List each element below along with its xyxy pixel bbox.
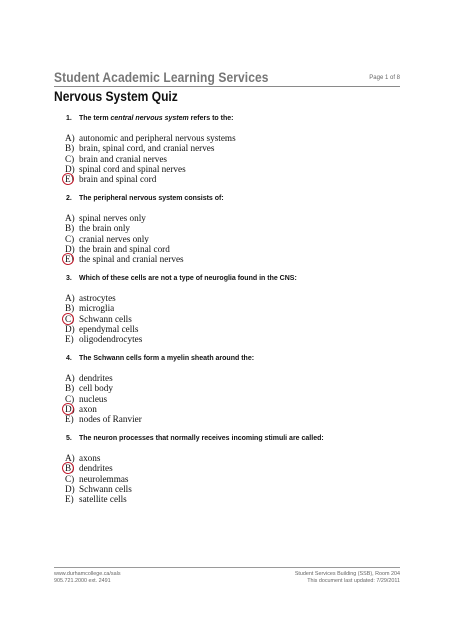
option-letter-text: A): [65, 133, 75, 143]
option-text: autonomic and peripheral nervous systems: [79, 133, 236, 143]
option-letter: [65, 133, 79, 143]
option-text: nodes of Ranvier: [79, 414, 142, 425]
option-text: the spinal and cranial nerves: [79, 254, 184, 265]
option-letter: [65, 314, 79, 324]
answer-option[interactable]: [65, 404, 406, 414]
question-number: 3.: [66, 275, 72, 282]
answer-option[interactable]: [65, 154, 406, 164]
option-letter: [65, 143, 79, 153]
question-5: [66, 434, 406, 504]
answer-options: [65, 213, 406, 264]
option-letter: [65, 494, 79, 504]
option-text: dendrites: [79, 463, 113, 474]
option-text: cell body: [79, 383, 113, 394]
option-letter: [65, 463, 79, 473]
organization-name: Student Academic Learning Services: [54, 69, 269, 85]
option-text: spinal nerves only: [79, 213, 146, 223]
option-text: the brain and spinal cord: [79, 243, 170, 254]
option-letter: [65, 213, 79, 223]
option-text: microglia: [79, 303, 115, 314]
option-letter-text: B): [65, 143, 75, 154]
question-text: The Schwann cells form a myelin sheath around the:: [79, 355, 255, 362]
answer-options: [65, 453, 406, 504]
answer-options: [65, 293, 406, 344]
option-letter: [65, 414, 79, 424]
question-text-end: refers to the:: [188, 115, 234, 122]
option-text: Schwann cells: [79, 313, 132, 324]
question-4: [66, 354, 406, 424]
answer-options: [65, 373, 406, 424]
question-text: Which of these cells are not a type of neuroglia found in the CNS:: [79, 275, 297, 282]
answer-option[interactable]: [65, 133, 406, 143]
option-letter-text: B): [65, 463, 75, 474]
question-stem: [66, 274, 406, 284]
option-letter-text: E): [65, 174, 74, 185]
option-letter: [65, 373, 79, 383]
footer-website[interactable]: www.durhamcollege.ca/sals: [54, 571, 121, 577]
question-1: [66, 114, 406, 184]
option-letter: [65, 174, 79, 184]
option-text: astrocytes: [79, 293, 116, 303]
option-text: brain and cranial nerves: [79, 153, 168, 164]
question-number: 2.: [66, 195, 72, 202]
footer-contact: [54, 571, 121, 585]
option-letter-text: D): [65, 243, 75, 254]
page-title: Nervous System Quiz: [54, 88, 178, 104]
option-letter: [65, 234, 79, 244]
question-text: The term: [79, 115, 111, 122]
footer-last-updated: This document last updated: 7/29/2011: [307, 578, 400, 584]
option-letter-text: B): [65, 223, 75, 234]
option-text: ependymal cells: [79, 323, 139, 334]
answer-option[interactable]: [65, 383, 406, 393]
option-letter-text: B): [65, 303, 75, 314]
option-text: the brain only: [79, 223, 131, 234]
option-letter-text: C): [65, 153, 75, 164]
answer-option[interactable]: [65, 254, 406, 264]
option-text: axons: [79, 453, 101, 463]
answer-option[interactable]: [65, 314, 406, 324]
answer-option[interactable]: [65, 164, 406, 174]
option-letter-text: C): [65, 233, 75, 244]
footer-divider: [54, 567, 400, 568]
option-text: oligodendrocytes: [79, 334, 143, 345]
answer-option[interactable]: [65, 234, 406, 244]
option-letter: [65, 404, 79, 414]
option-letter-text: C): [65, 313, 75, 324]
option-letter-text: C): [65, 473, 75, 484]
option-letter-text: E): [65, 414, 74, 425]
answer-options: [65, 133, 406, 184]
question-3: [66, 274, 406, 344]
option-text: spinal cord and spinal nerves: [79, 163, 186, 174]
option-letter-text: D): [65, 403, 75, 414]
answer-option[interactable]: [65, 494, 406, 504]
answer-option[interactable]: [65, 414, 406, 424]
option-text: Schwann cells: [79, 483, 132, 494]
answer-option[interactable]: [65, 453, 406, 463]
answer-option[interactable]: [65, 213, 406, 223]
option-text: cranial nerves only: [79, 233, 149, 244]
question-2: [66, 194, 406, 264]
answer-option[interactable]: [65, 324, 406, 334]
question-text: The peripheral nervous system consists of:: [79, 195, 224, 202]
footer-location: Student Services Building (SSB), Room 204: [294, 571, 400, 577]
answer-option[interactable]: [65, 463, 406, 473]
answer-option[interactable]: [65, 223, 406, 233]
answer-option[interactable]: [65, 244, 406, 254]
option-letter: [65, 293, 79, 303]
option-text: nucleus: [79, 393, 108, 404]
question-stem: [66, 194, 406, 204]
option-letter: [65, 223, 79, 233]
answer-option[interactable]: [65, 394, 406, 404]
option-letter: [65, 474, 79, 484]
option-text: axon: [79, 403, 97, 414]
answer-option[interactable]: [65, 293, 406, 303]
answer-option[interactable]: [65, 174, 406, 184]
option-letter-text: E): [65, 334, 74, 345]
footer-phone: 905.721.2000 ext. 2491: [54, 578, 111, 584]
footer-location-info: [295, 571, 400, 585]
option-letter-text: E): [65, 494, 74, 505]
option-text: dendrites: [79, 373, 113, 383]
option-letter-text: A): [65, 453, 75, 463]
option-letter-text: D): [65, 483, 75, 494]
option-letter-text: D): [65, 323, 75, 334]
option-letter-text: C): [65, 393, 75, 404]
option-letter-text: A): [65, 373, 75, 383]
answer-option[interactable]: [65, 143, 406, 153]
header-divider: [54, 86, 400, 87]
option-text: satellite cells: [79, 494, 127, 505]
question-number: 1.: [66, 115, 72, 122]
question-number: 4.: [66, 355, 72, 362]
answer-option[interactable]: [65, 474, 406, 484]
option-text: brain and spinal cord: [79, 174, 157, 185]
option-text: brain, spinal cord, and cranial nerves: [79, 143, 215, 154]
option-letter: [65, 383, 79, 393]
option-letter: [65, 334, 79, 344]
option-letter: [65, 324, 79, 334]
answer-option[interactable]: [65, 334, 406, 344]
question-emphasis: central nervous system: [110, 115, 189, 122]
question-stem: [66, 354, 406, 364]
page-indicator: Page 1 of 8: [369, 75, 400, 81]
option-letter: [65, 254, 79, 264]
option-letter-text: A): [65, 293, 75, 303]
option-letter-text: E): [65, 254, 74, 265]
question-number: 5.: [66, 435, 72, 442]
option-letter-text: D): [65, 163, 75, 174]
option-letter: [65, 154, 79, 164]
answer-option[interactable]: [65, 484, 406, 494]
question-text: The neuron processes that normally receives incoming stimuli are called:: [79, 435, 324, 442]
question-stem: [66, 434, 406, 444]
answer-option[interactable]: [65, 373, 406, 383]
option-letter: [65, 484, 79, 494]
option-letter-text: A): [65, 213, 75, 223]
question-stem: [66, 114, 406, 124]
option-text: neurolemmas: [79, 473, 129, 484]
answer-option[interactable]: [65, 303, 406, 313]
option-letter-text: B): [65, 383, 75, 394]
